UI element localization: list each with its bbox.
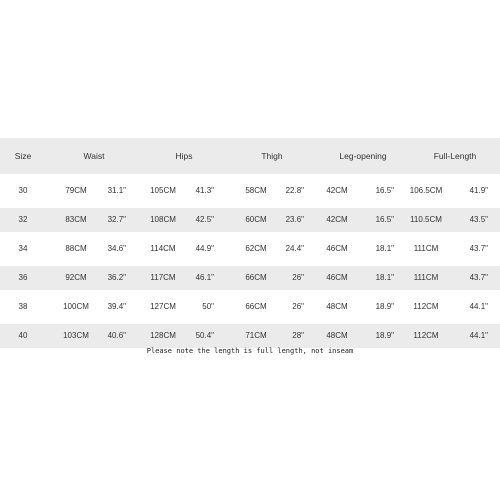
cell-waist-cm: 103CM	[63, 331, 89, 340]
cell-leg-in: 18.1"	[375, 273, 394, 282]
cell-hips-cm: 114CM	[150, 244, 176, 253]
cell-thigh-in: 22.8"	[285, 186, 304, 195]
header-thigh: Thigh	[261, 151, 283, 161]
cell-waist-in: 32.7"	[107, 215, 126, 224]
cell-leg-in: 16.5"	[375, 186, 394, 195]
length-note: Please note the length is full length, not inseam	[146, 347, 354, 355]
cell-thigh-in: 26"	[292, 273, 304, 282]
cell-thigh-in: 23.6"	[285, 215, 304, 224]
cell-size: 40	[18, 331, 28, 340]
cell-full-cm: 112CM	[413, 302, 439, 311]
cell-waist-in: 39.4"	[107, 302, 126, 311]
table-row	[0, 266, 500, 290]
cell-size: 38	[18, 302, 28, 311]
cell-hips-in: 50.4"	[195, 331, 214, 340]
cell-leg-cm: 42CM	[326, 186, 348, 195]
table-row	[0, 324, 500, 348]
cell-leg-cm: 46CM	[326, 244, 348, 253]
cell-full-cm: 112CM	[413, 331, 439, 340]
cell-waist-cm: 83CM	[65, 215, 87, 224]
cell-full-cm: 110.5CM	[410, 215, 442, 224]
cell-hips-in: 41.3"	[195, 186, 214, 195]
cell-leg-in: 18.1"	[375, 244, 394, 253]
cell-full-in: 43.7"	[469, 273, 488, 282]
cell-full-in: 43.5"	[469, 215, 488, 224]
cell-thigh-in: 26"	[292, 302, 304, 311]
cell-hips-cm: 117CM	[150, 273, 176, 282]
header-size: Size	[14, 151, 32, 161]
header-row	[0, 138, 500, 174]
cell-thigh-cm: 71CM	[245, 331, 267, 340]
cell-thigh-in: 24.4"	[285, 244, 304, 253]
cell-size: 32	[18, 215, 28, 224]
cell-hips-in: 44.9"	[195, 244, 214, 253]
cell-hips-cm: 128CM	[150, 331, 176, 340]
cell-full-cm: 111CM	[413, 273, 439, 282]
header-hips: Hips	[175, 151, 193, 161]
table-row	[0, 179, 500, 203]
cell-leg-cm: 48CM	[326, 331, 348, 340]
cell-waist-in: 34.6"	[107, 244, 126, 253]
cell-waist-cm: 100CM	[63, 302, 89, 311]
cell-hips-in: 46.1"	[195, 273, 214, 282]
cell-leg-cm: 46CM	[326, 273, 348, 282]
cell-size: 30	[18, 186, 28, 195]
cell-waist-cm: 92CM	[65, 273, 87, 282]
cell-full-cm: 111CM	[413, 244, 439, 253]
cell-size: 36	[18, 273, 28, 282]
cell-full-cm: 106.5CM	[409, 186, 443, 195]
cell-thigh-cm: 62CM	[245, 244, 267, 253]
cell-hips-cm: 105CM	[150, 186, 176, 195]
cell-waist-in: 36.2"	[107, 273, 126, 282]
cell-hips-cm: 108CM	[150, 215, 176, 224]
cell-leg-in: 18.9"	[375, 331, 394, 340]
size-chart-table	[0, 138, 500, 353]
cell-thigh-cm: 66CM	[245, 273, 267, 282]
table-row	[0, 208, 500, 232]
cell-hips-in: 50"	[202, 302, 214, 311]
cell-size: 34	[18, 244, 28, 253]
cell-waist-in: 40.6"	[107, 331, 126, 340]
cell-waist-cm: 79CM	[65, 186, 87, 195]
cell-full-in: 44.1"	[469, 302, 488, 311]
header-full-length: Full-Length	[433, 151, 477, 161]
cell-hips-in: 42.5"	[195, 215, 214, 224]
table-row	[0, 237, 500, 261]
cell-thigh-in: 28"	[292, 331, 304, 340]
cell-leg-in: 18.9"	[375, 302, 394, 311]
cell-full-in: 41.9"	[469, 186, 488, 195]
cell-leg-cm: 48CM	[326, 302, 348, 311]
cell-thigh-cm: 66CM	[245, 302, 267, 311]
cell-thigh-cm: 58CM	[245, 186, 267, 195]
cell-leg-in: 16.5"	[375, 215, 394, 224]
cell-waist-in: 31.1"	[107, 186, 126, 195]
cell-leg-cm: 42CM	[326, 215, 348, 224]
cell-waist-cm: 88CM	[65, 244, 87, 253]
cell-hips-cm: 127CM	[150, 302, 176, 311]
cell-thigh-cm: 60CM	[245, 215, 267, 224]
header-leg-opening: Leg-opening	[339, 151, 387, 161]
header-waist: Waist	[83, 151, 105, 161]
cell-full-in: 44.1"	[469, 331, 488, 340]
table-row	[0, 295, 500, 319]
cell-full-in: 43.7"	[469, 244, 488, 253]
